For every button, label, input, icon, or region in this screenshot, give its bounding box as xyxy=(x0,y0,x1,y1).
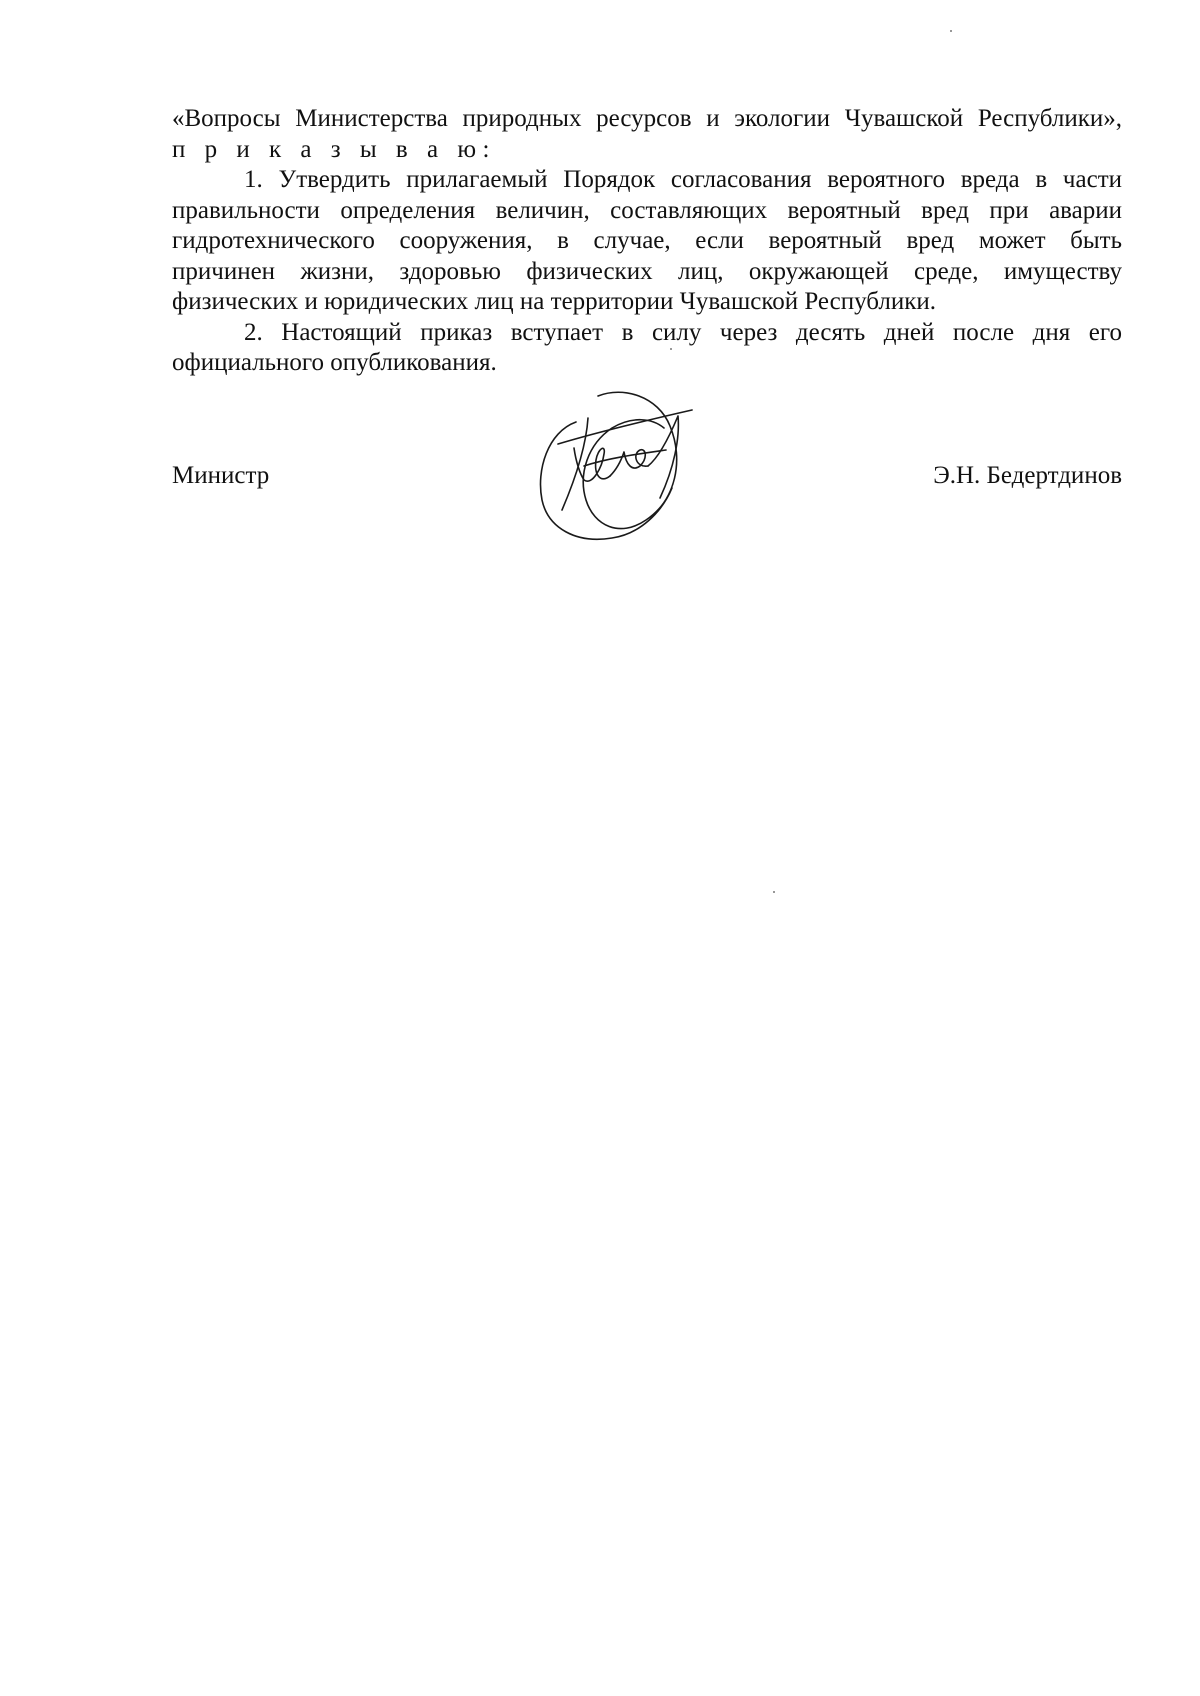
signer-name: Э.Н. Бедертдинов xyxy=(933,462,1122,489)
scan-speck xyxy=(670,348,672,350)
scan-speck xyxy=(773,891,775,893)
body-line-preamble: «Вопросы Министерства природных ресурсов и экологии Чувашской Республики», xyxy=(172,105,1122,132)
body-line-item2-end: официального опубликования. xyxy=(172,349,497,376)
body-line-item1-cont2: гидротехнического сооружения, в случае, если вероятный вред может быть xyxy=(172,227,1122,254)
body-line-item2-start: 2. Настоящий приказ вступает в силу через десять дней после дня его xyxy=(244,318,1122,346)
body-line-item1-start: 1. Утвердить прилагаемый Порядок согласования вероятного вреда в части xyxy=(244,166,1122,193)
body-line-order-word: п р и к а з ы в а ю: xyxy=(172,135,496,163)
body-line-item1-end: физических и юридических лиц на территории Чувашской Республики. xyxy=(172,288,936,315)
signer-title: Министр xyxy=(172,462,270,489)
document-body xyxy=(172,104,1122,379)
body-line-item1-cont1: правильности определения величин, составляющих вероятный вред при аварии xyxy=(172,196,1122,224)
handwritten-signature xyxy=(528,388,708,548)
body-line-item1-cont3: причинен жизни, здоровью физических лиц, окружающей среде, имуществу xyxy=(172,257,1122,285)
scan-speck xyxy=(950,30,952,32)
